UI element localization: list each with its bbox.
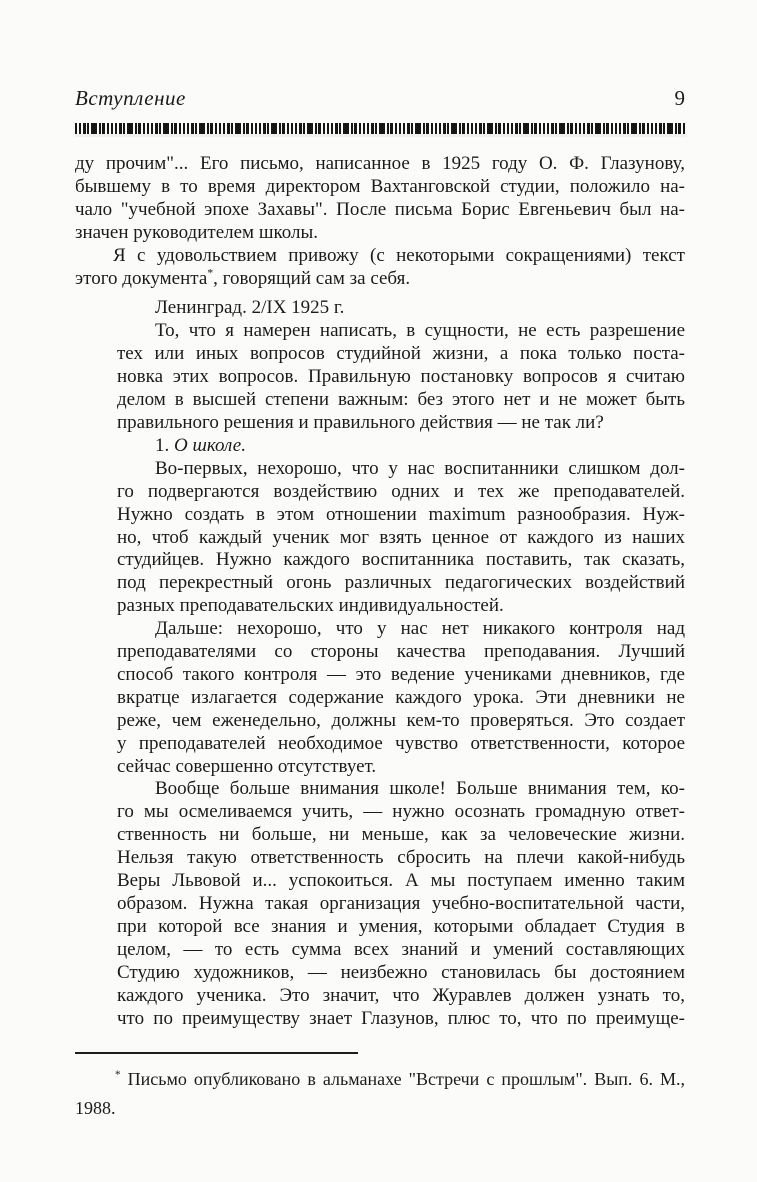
paragraph <box>117 297 685 320</box>
text-line: Веры Львовой и... успокоиться. А мы поступаем именно таким <box>117 870 685 892</box>
text-line: Нужно создать в этом отношении maximum разнообразия. Нуж- <box>117 503 685 525</box>
text-line: целом, — то есть сумма всех знаний и умений составляющих <box>117 938 685 960</box>
page-header <box>75 86 685 110</box>
text-line: * Письмо опубликовано в альманахе "Встречи с прошлым". Вып. 6. М., <box>115 1069 685 1090</box>
text-line: новка этих вопросов. Правильную постановку вопросов я считаю <box>117 366 685 388</box>
text-line: что по преимуществу знает Глазунов, плюс то, что по преимуще- <box>117 1007 685 1029</box>
paragraph <box>75 245 685 291</box>
text-line: Ленинград. 2/IX 1925 г. <box>155 297 345 319</box>
text-line: этого документа*, говорящий сам за себя. <box>75 266 411 289</box>
text-line: делом в высшей степени важным: без этого нет и не может быть <box>117 389 685 411</box>
text-line: чало "учебной эпохе Захавы". После письма Борис Евгеньевич был на- <box>75 198 685 220</box>
paragraph <box>117 435 685 458</box>
text-line: Дальше: нехорошо, что у нас нет никакого контроля над <box>155 618 685 640</box>
text-line: сейчас совершенно отсутствует. <box>117 755 377 777</box>
text-line: при которой все знания и умения, которыми обладает Студия в <box>117 915 685 937</box>
text-line: преподавателями со стороны качества преподавания. Лучший <box>117 641 685 663</box>
text-line: ду прочим"... Его письмо, написанное в 1925 году О. Ф. Глазунову, <box>75 153 685 174</box>
text-line: бывшему в то время директором Вахтанговской студии, положило на- <box>75 175 685 197</box>
paragraph <box>75 153 685 245</box>
footnote-section <box>75 1052 685 1123</box>
text-line: ственность ни больше, ни меньше, как за человеческие жизни. <box>117 824 685 846</box>
text-line: способ такого контроля — это ведение учениками дневников, где <box>117 663 685 685</box>
text-line: под перекрестный огонь различных педагогических воздействий <box>117 572 685 594</box>
decorative-barcode-rule <box>75 123 687 134</box>
text-line: студийцев. Нужно каждого воспитанника поставить, так сказать, <box>117 549 685 571</box>
footnote-marker: * <box>115 1069 121 1082</box>
text-line: 1988. <box>75 1098 116 1119</box>
text-line: го подвергаются воздействию одних и тех же преподавателей. <box>117 480 685 502</box>
footnote-rule <box>75 1052 358 1054</box>
text-line: Вообще больше внимания школе! Больше внимания тем, ко- <box>155 778 685 800</box>
text-line: тех или иных вопросов студийной жизни, а пока только поста- <box>117 343 685 365</box>
text-line: правильного решения и правильного действия — не так ли? <box>117 411 604 433</box>
text-line: го мы осмеливаемся учить, — нужно осознать громадную ответ- <box>117 801 685 823</box>
text-line: Во-первых, нехорошо, что у нас воспитанники слишком дол- <box>155 457 685 479</box>
text-line: каждого ученика. Это значит, что Журавлев должен узнать то, <box>117 984 685 1006</box>
text-line: Я с удовольствием привожу (с некоторыми сокращениями) текст <box>113 244 685 266</box>
text-line: Нельзя такую ответственность сбросить на плечи какой-нибудь <box>117 847 685 869</box>
text-line: реже, чем еженедельно, должны кем-то проверяться. Это создает <box>117 709 685 731</box>
paragraph <box>117 778 685 1030</box>
text-line: образом. Нужна такая организация учебно-воспитательной части, <box>117 893 685 914</box>
body-text <box>75 153 685 1030</box>
text-line: вкратце излагается содержание каждого урока. Эти дневники не <box>117 686 685 708</box>
paragraph <box>117 320 685 435</box>
page-number: 9 <box>674 86 685 110</box>
text-line: Студию художников, — неизбежно становилась бы достоянием <box>117 961 685 983</box>
footnote-marker: * <box>207 266 214 280</box>
text-line: 1. О школе. <box>155 434 246 456</box>
footnote-text <box>75 1065 685 1123</box>
text-line: То, что я намерен написать, в сущности, не есть разрешение <box>155 320 685 342</box>
chapter-title: Вступление <box>75 86 186 110</box>
paragraph <box>117 458 685 618</box>
paragraph <box>117 618 685 778</box>
text-line: разных преподавательских индивидуальностей. <box>117 595 504 617</box>
text-line: но, чтоб каждый ученик мог взять ценное от каждого из наших <box>117 526 685 548</box>
text-line: у преподавателей необходимое чувство ответственности, которое <box>117 732 685 754</box>
text-line: значен руководителем школы. <box>75 221 318 243</box>
